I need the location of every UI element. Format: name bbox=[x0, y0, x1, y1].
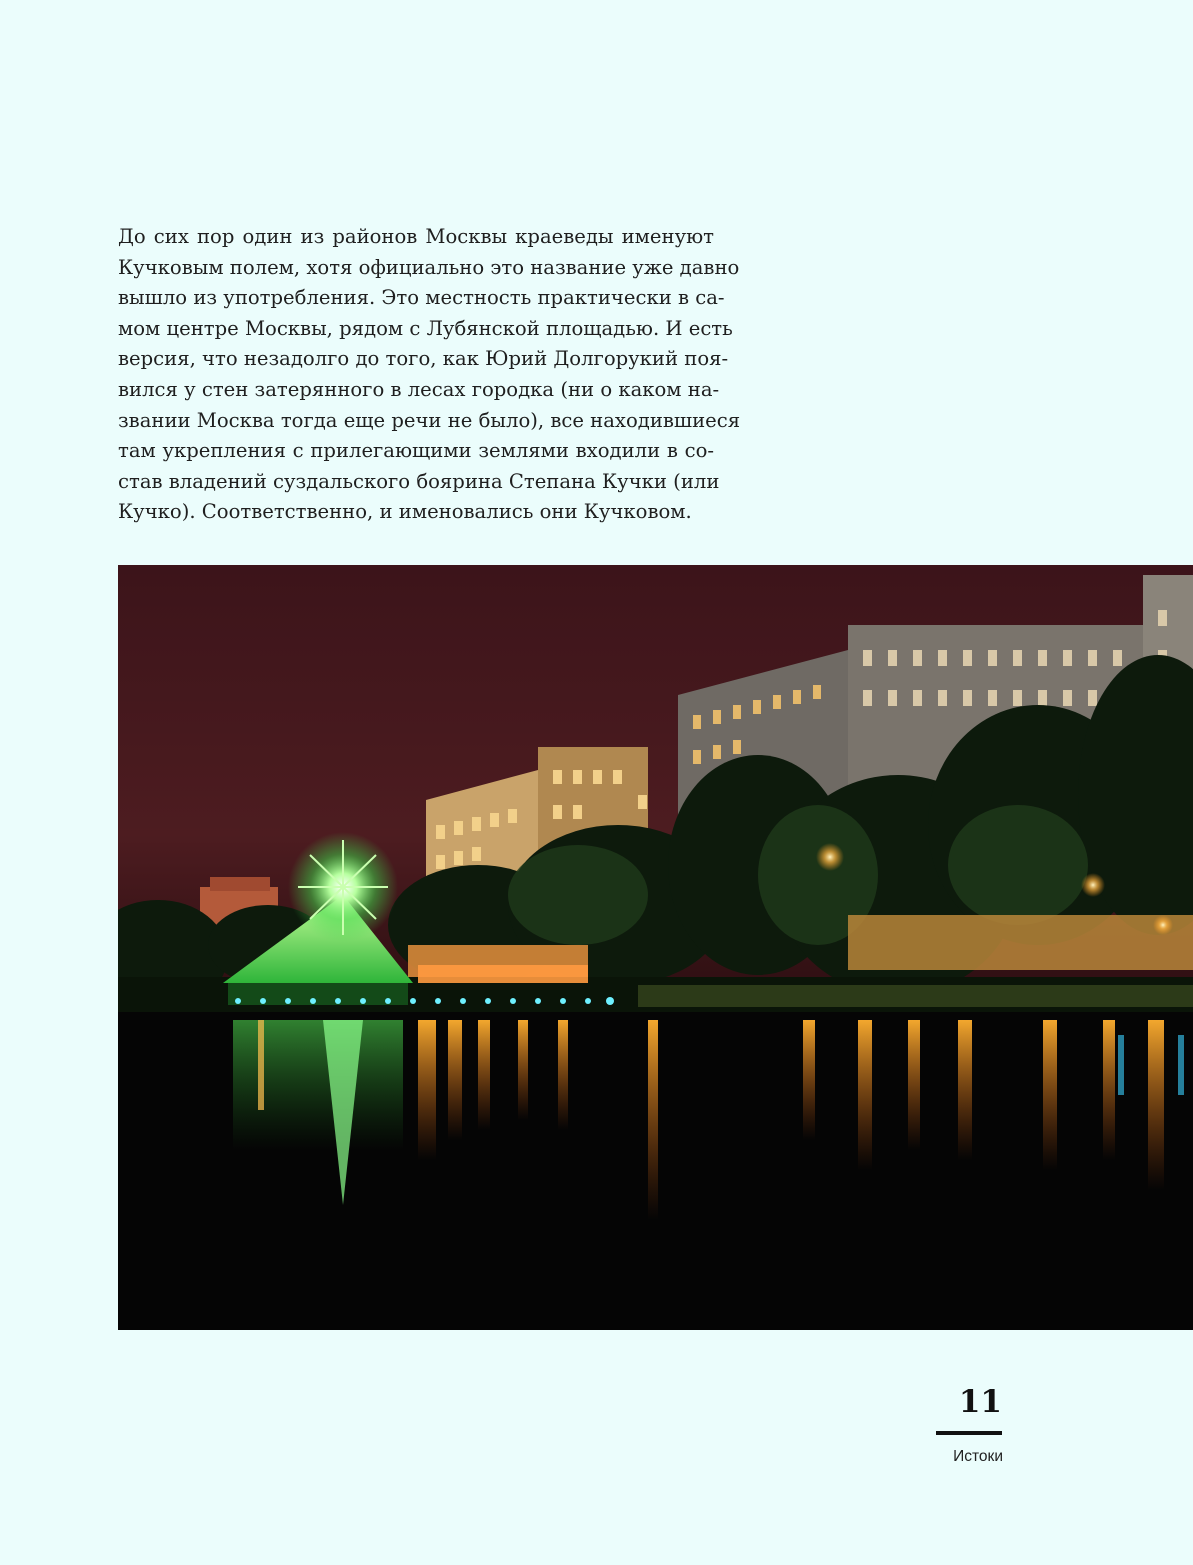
page-number-rule bbox=[936, 1431, 1002, 1435]
body-line: Кучковым полем, хотя официально это название уже давно bbox=[118, 255, 740, 279]
night-pond-photo bbox=[118, 565, 1193, 1330]
body-line: став владений суздальского боярина Степана Кучки (или bbox=[118, 469, 720, 493]
body-line: версия, что незадолго до того, как Юрий Долгорукий поя- bbox=[118, 347, 729, 371]
body-paragraph bbox=[118, 222, 741, 528]
body-line: мом центре Москвы, рядом с Лубянской площадью. И есть bbox=[118, 316, 733, 340]
body-line: До сих пор один из районов Москвы краеведы именуют bbox=[118, 225, 714, 248]
body-line: вился у стен затерянного в лесах городка (ни о каком на- bbox=[118, 377, 720, 401]
section-title: Истоки bbox=[953, 1448, 1003, 1465]
body-line: звании Москва тогда еще речи не было), все находившиеся bbox=[118, 408, 741, 432]
body-line: Кучко). Соответственно, и именовались они Кучковом. bbox=[118, 500, 692, 524]
body-line: там укрепления с прилегающими землями входили в со- bbox=[118, 439, 714, 463]
page-number: 11 bbox=[958, 1384, 1002, 1420]
body-line: вышло из употребления. Это местность практически в са- bbox=[118, 286, 725, 310]
